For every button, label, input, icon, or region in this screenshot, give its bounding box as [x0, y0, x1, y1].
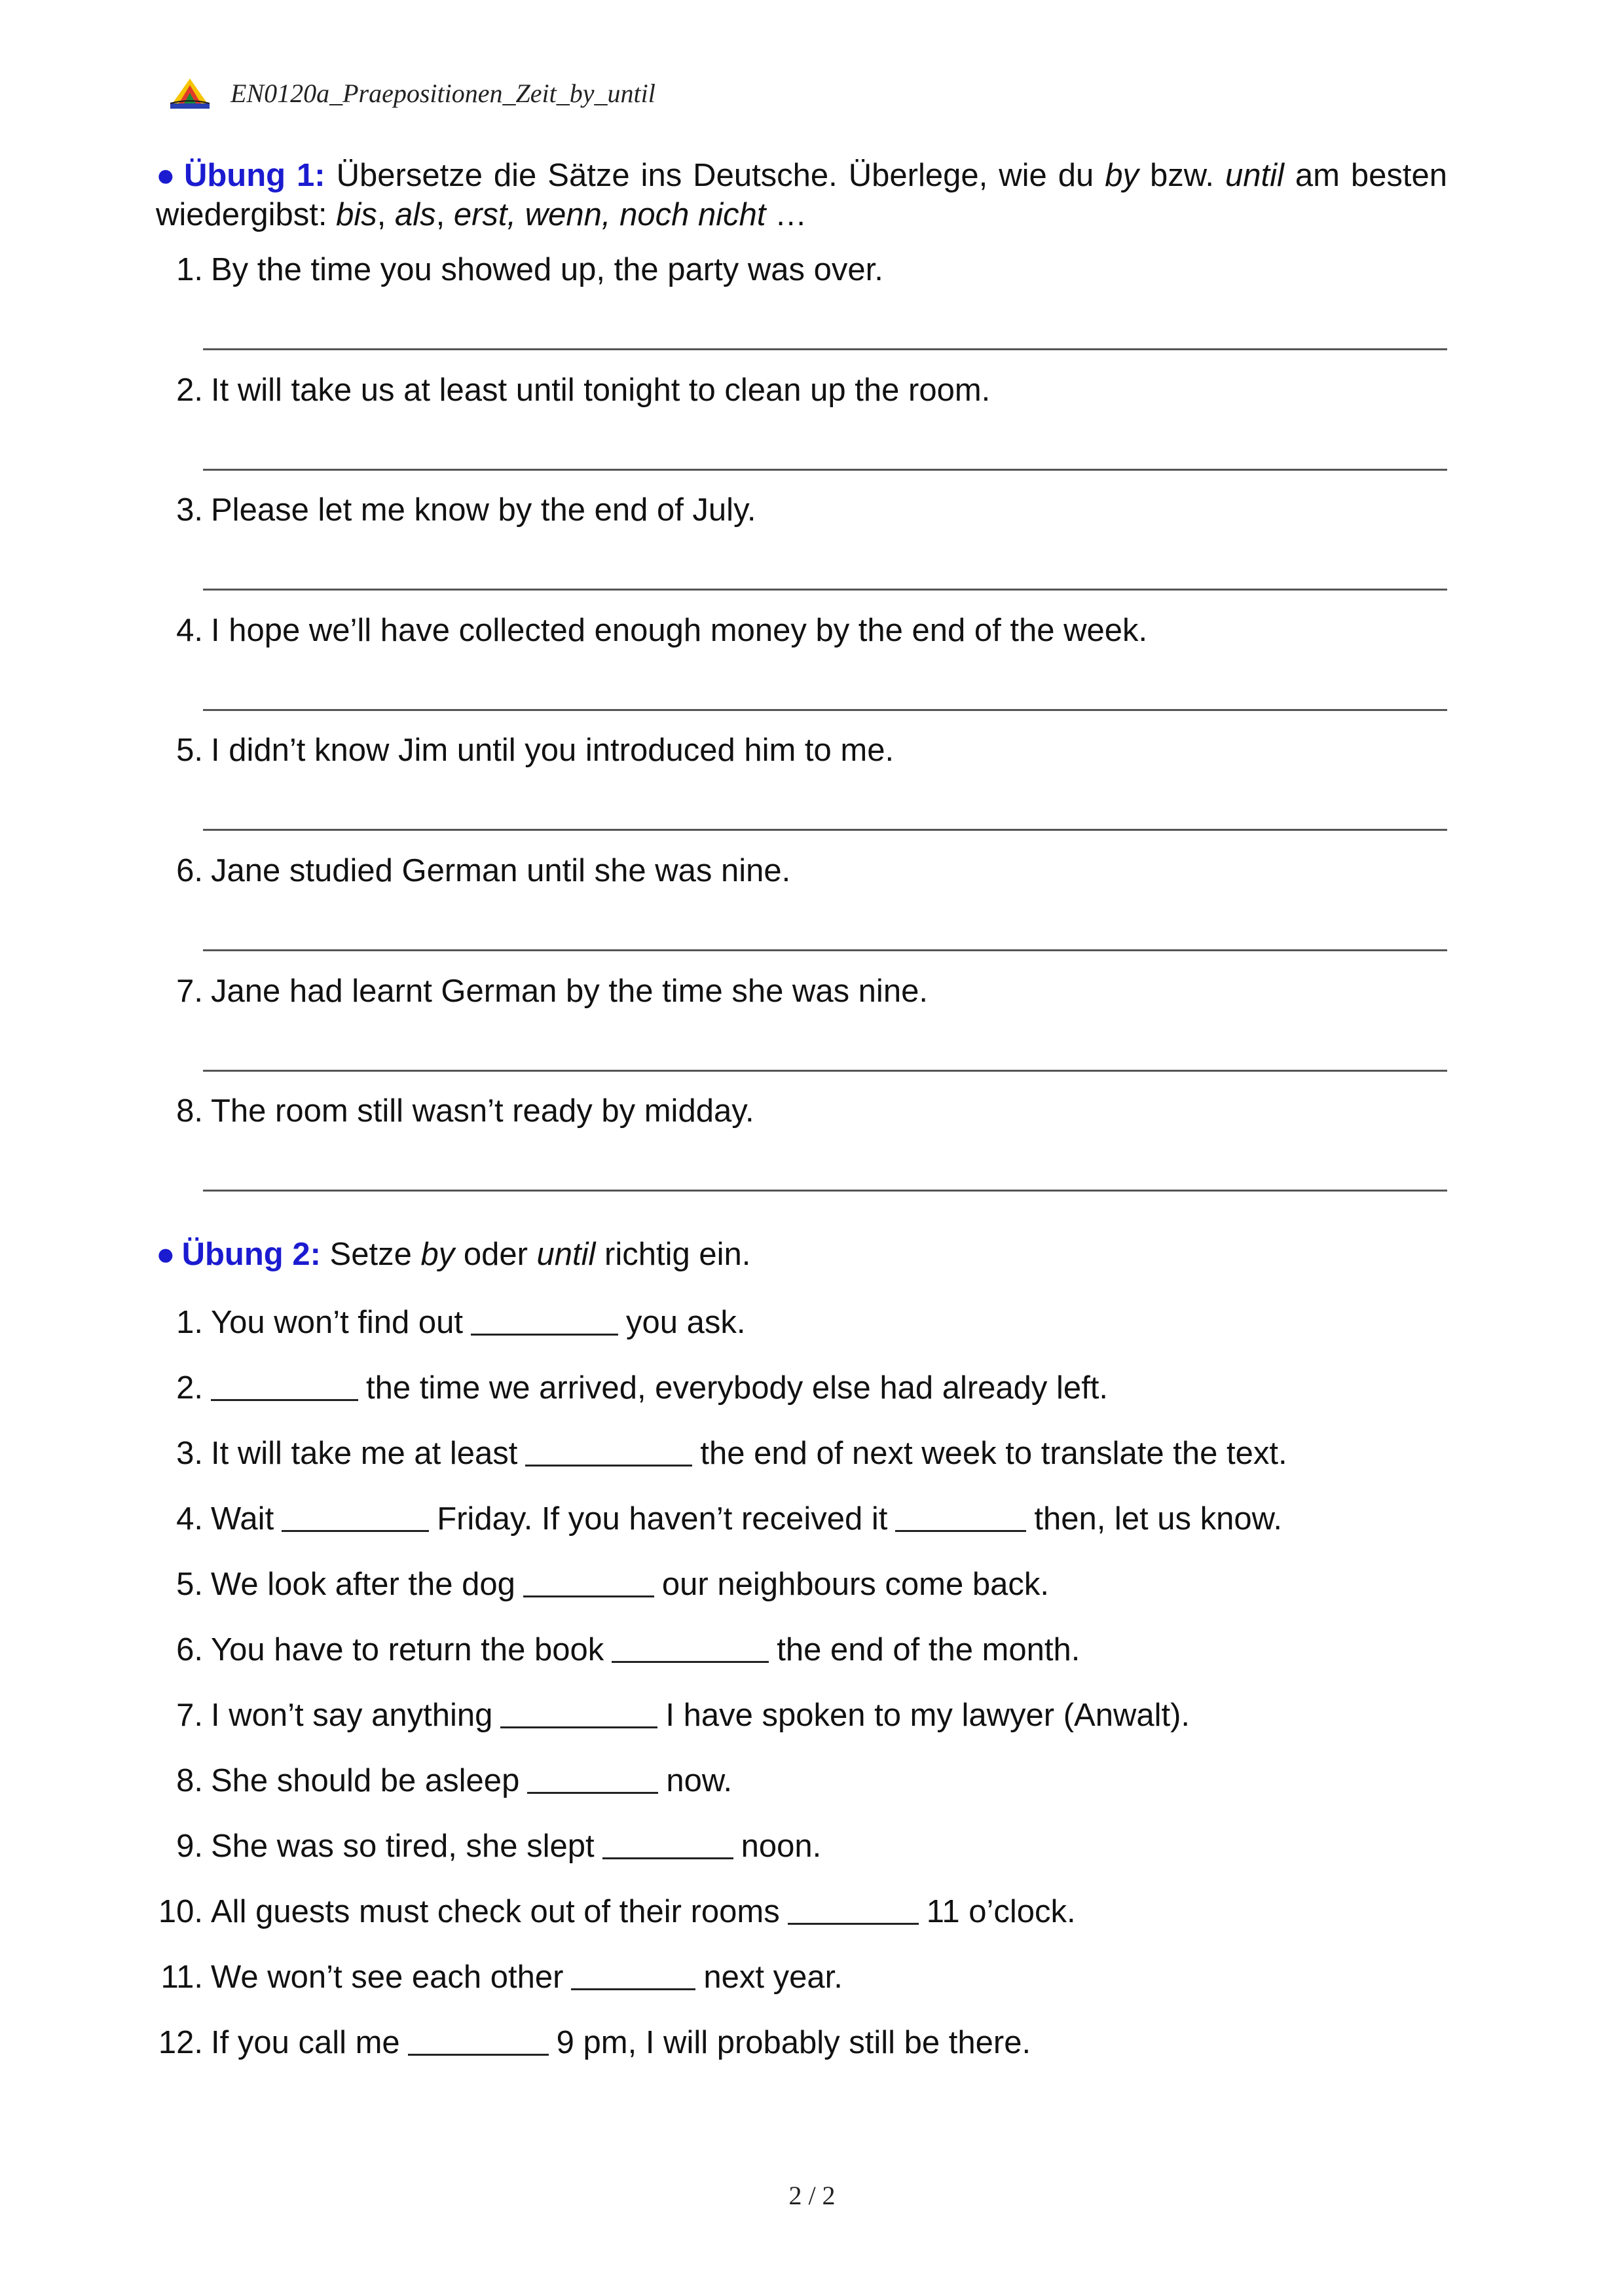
sentence-part: She should be asleep [211, 1763, 520, 1798]
mountain-book-logo-icon [169, 76, 211, 110]
exercise-1-instructions [156, 156, 1447, 234]
item-number: 5. [176, 1567, 203, 1602]
bullet-icon: ● [156, 1237, 175, 1272]
sentence-part: I have spoken to my lawyer (Anwalt). [665, 1698, 1190, 1733]
item-number: 6. [176, 853, 203, 888]
exercise-2-item [144, 2023, 1031, 2062]
gap-blank[interactable] [500, 1698, 657, 1728]
sentence-part: She was so tired, she slept [211, 1829, 595, 1864]
answer-line[interactable] [203, 709, 1447, 711]
instruction-text: am besten wiedergibst: [156, 158, 1448, 232]
exercise-2-item [144, 1368, 1108, 1408]
sentence-part: our neighbours come back. [661, 1567, 1049, 1602]
sentence-part: You won’t find out [211, 1305, 464, 1340]
sentence-part: 11 o’clock. [926, 1894, 1076, 1929]
sentence-part: All guests must check out of their rooms [211, 1894, 780, 1929]
keyword-by: by [420, 1237, 455, 1272]
exercise-2-item [144, 1434, 1287, 1473]
exercise-1-item [144, 851, 790, 890]
exercise-2-item [144, 1696, 1190, 1735]
exercise-2-item [144, 1499, 1282, 1539]
instruction-text: Setze [320, 1237, 421, 1272]
item-number: 8. [176, 1093, 203, 1129]
instruction-text: richtig ein. [595, 1237, 751, 1272]
gap-blank[interactable] [211, 1370, 358, 1401]
exercise-2-instructions [156, 1235, 1447, 1274]
gap-blank[interactable] [471, 1305, 618, 1336]
separator: , [377, 197, 395, 232]
sentence-part: If you call me [211, 2025, 400, 2060]
exercise-1-label: Übung 1: [183, 158, 325, 193]
answer-line[interactable] [203, 1070, 1447, 1072]
item-number: 4. [176, 1501, 203, 1537]
gap-blank[interactable] [895, 1501, 1026, 1532]
example-bis: bis [336, 197, 377, 232]
sentence-part: the end of the month. [777, 1632, 1080, 1667]
item-number: 8. [176, 1763, 203, 1798]
example-others: erst, wenn, noch nicht [453, 197, 766, 232]
ellipsis: … [766, 197, 807, 232]
answer-line[interactable] [203, 589, 1447, 591]
answer-line[interactable] [203, 1190, 1447, 1192]
item-number: 9. [176, 1829, 203, 1864]
gap-blank[interactable] [408, 2025, 549, 2056]
exercise-2-item [144, 1565, 1049, 1604]
instruction-text: bzw. [1138, 158, 1225, 193]
answer-line[interactable] [203, 348, 1447, 350]
item-number: 3. [176, 492, 203, 528]
item-number: 3. [176, 1436, 203, 1471]
answer-line[interactable] [203, 949, 1447, 951]
sentence-part: Wait [211, 1501, 274, 1537]
exercise-1-item [144, 490, 756, 530]
exercise-2-label: Übung 2: [181, 1237, 321, 1272]
exercise-2-item [144, 1827, 821, 1866]
sentence-part: I won’t say anything [211, 1698, 493, 1733]
sentence-part: next year. [703, 1959, 843, 1995]
sentence-part: It will take me at least [211, 1436, 518, 1471]
answer-line[interactable] [203, 829, 1447, 831]
exercise-1-item [144, 731, 894, 770]
exercise-1-item [144, 250, 883, 289]
item-sentence: I hope we’ll have collected enough money by the end of the week. [211, 613, 1148, 648]
document-header [169, 73, 655, 113]
item-sentence: Jane had learnt German by the time she was nine. [211, 974, 928, 1009]
gap-blank[interactable] [525, 1436, 692, 1467]
sentence-part: you ask. [626, 1305, 746, 1340]
item-sentence: By the time you showed up, the party was over. [211, 252, 883, 287]
item-number: 1. [176, 1305, 203, 1340]
gap-blank[interactable] [612, 1632, 769, 1663]
item-number: 11. [160, 1959, 203, 1995]
sentence-part: You have to return the book [211, 1632, 604, 1667]
answer-line[interactable] [203, 469, 1447, 471]
item-sentence: Jane studied German until she was nine. [211, 853, 791, 888]
gap-blank[interactable] [282, 1501, 429, 1532]
sentence-part: 9 pm, I will probably still be there. [556, 2025, 1031, 2060]
exercise-2-item [144, 1303, 746, 1342]
keyword-until: until [1225, 158, 1284, 193]
item-number: 6. [176, 1632, 203, 1667]
gap-blank[interactable] [602, 1829, 733, 1859]
instruction-text: Übersetze die Sätze ins Deutsche. Überlege, wie du [325, 158, 1105, 193]
item-number: 7. [176, 974, 203, 1009]
separator: , [435, 197, 454, 232]
item-number: 10. [158, 1894, 203, 1929]
gap-blank[interactable] [523, 1567, 654, 1597]
exercise-2-item [144, 1761, 732, 1800]
item-sentence: The room still wasn’t ready by midday. [211, 1093, 754, 1129]
sentence-part: the end of next week to translate the text. [700, 1436, 1287, 1471]
exercise-2-item [144, 1958, 843, 1997]
example-als: als [394, 197, 436, 232]
gap-blank[interactable] [788, 1894, 919, 1925]
exercise-2-item [144, 1630, 1080, 1669]
exercise-1-item [144, 1091, 754, 1131]
exercise-1-item [144, 611, 1147, 650]
gap-blank[interactable] [571, 1959, 695, 1990]
exercise-1-item [144, 371, 990, 410]
exercise-2-item [144, 1892, 1076, 1931]
sentence-part: We won’t see each other [211, 1959, 564, 1995]
document-title: EN0120a_Praepositionen_Zeit_by_until [231, 78, 655, 108]
page-number: 2 / 2 [788, 2181, 836, 2210]
bullet-icon: ● [156, 158, 177, 193]
item-number: 7. [176, 1698, 203, 1733]
item-sentence: It will take us at least until tonight to clean up the room. [211, 373, 991, 408]
exercise-1-item [144, 972, 928, 1011]
item-number: 12. [158, 2025, 203, 2060]
item-number: 1. [176, 252, 203, 287]
sentence-part: We look after the dog [211, 1567, 515, 1602]
item-number: 2. [176, 1370, 203, 1406]
instruction-text: oder [454, 1237, 537, 1272]
keyword-until: until [536, 1237, 596, 1272]
item-number: 4. [176, 613, 203, 648]
sentence-part: the time we arrived, everybody else had already left. [366, 1370, 1109, 1406]
sentence-part: Friday. If you haven’t received it [437, 1501, 888, 1537]
keyword-by: by [1105, 158, 1139, 193]
sentence-part: now. [666, 1763, 733, 1798]
sentence-part: then, let us know. [1034, 1501, 1282, 1537]
gap-blank[interactable] [527, 1763, 658, 1794]
item-sentence: Please let me know by the end of July. [211, 492, 756, 528]
item-sentence: I didn’t know Jim until you introduced him to me. [211, 733, 895, 768]
item-number: 2. [176, 373, 203, 408]
sentence-part: noon. [741, 1829, 822, 1864]
item-number: 5. [176, 733, 203, 768]
